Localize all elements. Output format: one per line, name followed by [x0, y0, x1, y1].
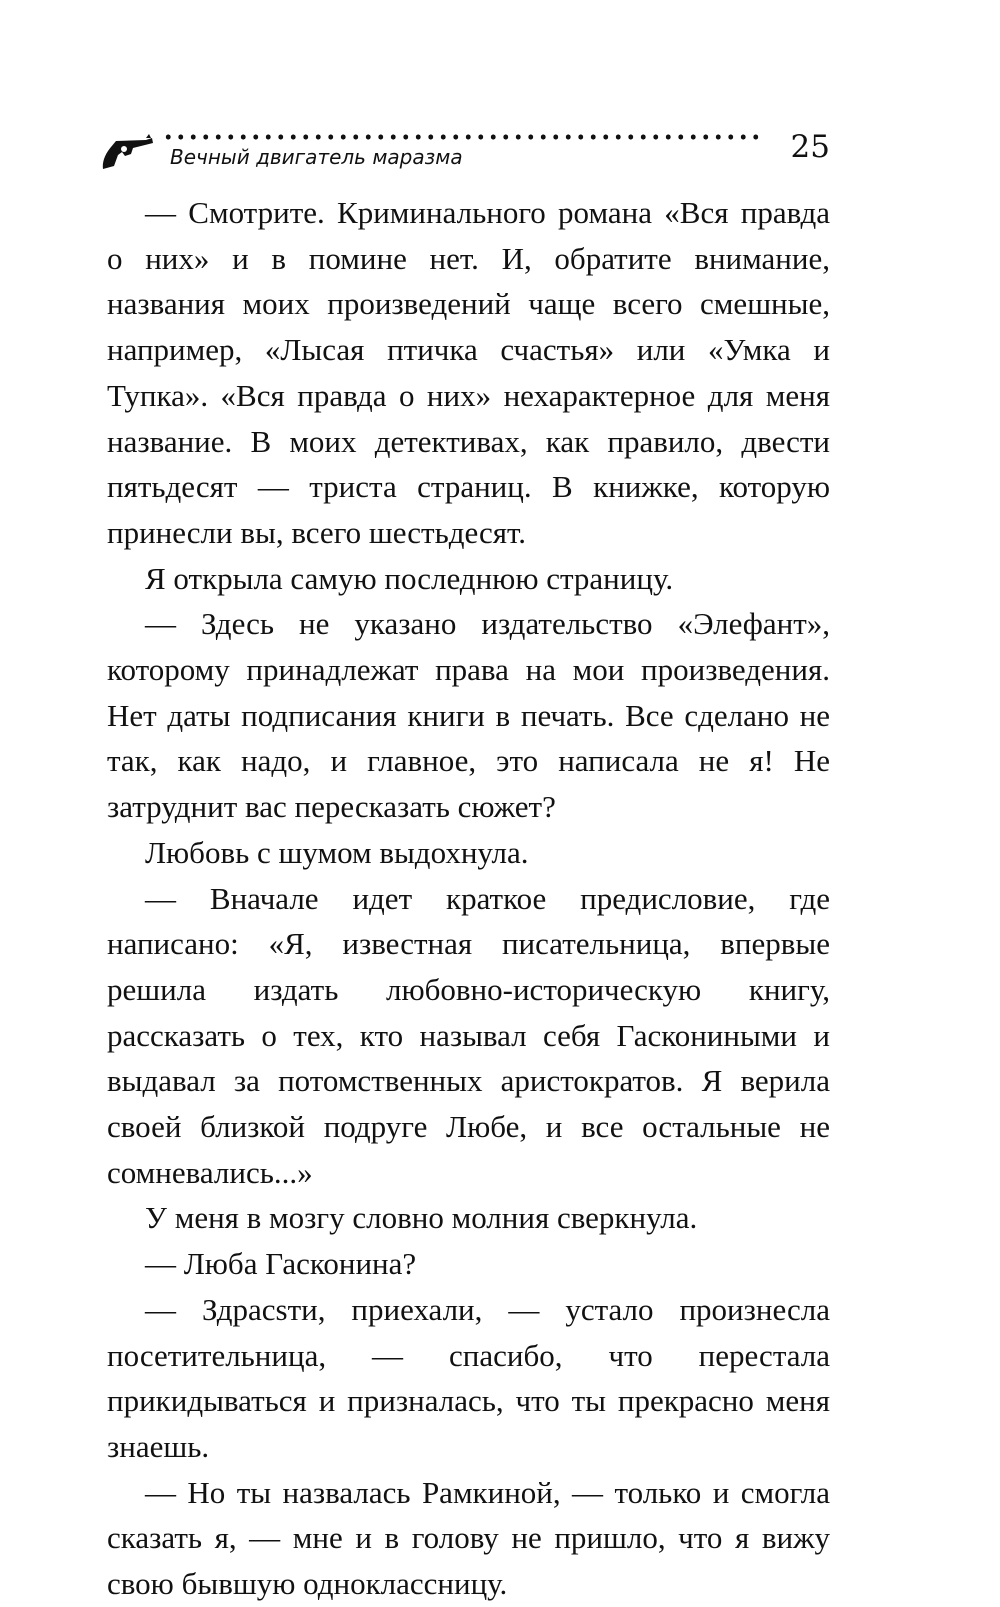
header-dotted-rule [162, 132, 762, 142]
running-title: Вечный двигатель маразма [170, 145, 463, 169]
paragraph: — Здрасsти, приехали, — устало произнесла посетительница, — спасибо, что перестала прикидываться и призналась, что ты прекрасно меня знаешь. [107, 1291, 830, 1464]
paragraph: Я открыла самую последнюю страницу. [145, 560, 674, 596]
running-header [100, 125, 835, 185]
page-number: 25 [790, 129, 830, 165]
paragraph: У меня в мозгу словно молния сверкнула. [145, 1200, 698, 1236]
revolver-icon [100, 129, 154, 173]
paragraph: — Но ты назвалась Рамкиной, — только и смогла сказать я, — мне и в голову не пришло, что я вижу свою бывшую одноклассницу. [107, 1474, 830, 1602]
paragraph: — Смотрите. Криминального романа «Вся правда о них» и в помине нет. И, обратите внимание, названия моих произведений чаще всего смешные, например, «Лысая птичка счастья» или «Умка и Тупка». «Вся правда о них» нехарактерное для меня название. В моих детективах, как правило, двести пятьдесят — триста страниц. В книжке, которую принесли вы, всего шестьдесят. [107, 195, 830, 550]
paragraph: — Здесь не указано издательство «Элефант», которому принадлежат права на мои произведения. Нет даты подписания книги в печать. Все сделано не так, как надо, и главное, это написала не я! Не затруднит вас пересказать сюжет? [107, 606, 830, 825]
paragraph: — Вначале идет краткое предисловие, где написано: «Я, известная писательница, впервые решила издать любовно-историческую книгу, рассказать о тех, кто называл себя Гаскониными и выдавал за потомственных аристократов. Я верила своей близкой подруге Любе, и все остальные не сомневались...» [107, 880, 830, 1190]
paragraph: — Люба Гасконина? [145, 1246, 417, 1282]
paragraph: Любовь с шумом выдохнула. [145, 834, 529, 870]
body-text [107, 190, 830, 1607]
